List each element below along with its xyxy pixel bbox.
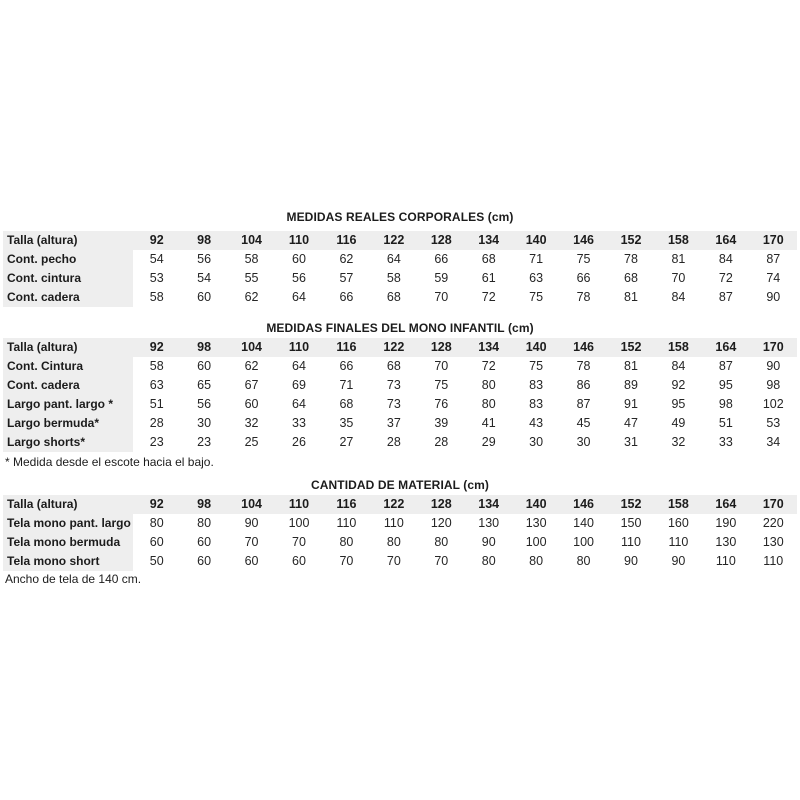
value-cell: 67	[244, 378, 259, 392]
size-header-value-cell: 92	[133, 338, 180, 357]
value-cell: 86	[576, 378, 591, 392]
size-header-value-cell: 128	[418, 495, 465, 514]
value-cell: 110	[668, 535, 689, 549]
size-header-value-cell: 110	[275, 231, 322, 250]
value-cell: 110	[621, 535, 641, 549]
size-header-value-cell: 128	[418, 231, 465, 250]
value-cell: 56	[197, 397, 212, 411]
value-cell: 53	[149, 271, 164, 285]
table-title-medidas-finales: MEDIDAS FINALES DEL MONO INFANTIL (cm)	[266, 321, 534, 335]
value-cell: 60	[197, 535, 212, 549]
value-cell: 41	[481, 416, 496, 430]
value-cell: 51	[149, 397, 164, 411]
value-cell: 220	[762, 516, 784, 530]
value-cell: 34	[766, 435, 781, 449]
row-label-cell: Tela mono bermuda	[3, 533, 133, 552]
value-cell: 81	[624, 359, 638, 373]
value-cell: 60	[292, 252, 306, 266]
value-cell: 160	[667, 516, 689, 530]
size-header-value-cell: 146	[560, 231, 607, 250]
size-header-label-cell: Talla (altura)	[3, 495, 133, 514]
size-header-value-cell: 104	[228, 338, 275, 357]
value-cell: 71	[529, 252, 544, 266]
value-cell: 130	[478, 516, 500, 530]
value-cell: 90	[766, 290, 781, 304]
size-header-value-cell: 164	[702, 495, 749, 514]
value-cell: 64	[292, 290, 306, 304]
value-cell: 66	[339, 290, 354, 304]
value-cell: 75	[529, 290, 544, 304]
size-header-value-cell: 116	[323, 231, 370, 250]
value-cell: 66	[576, 271, 591, 285]
value-cell: 80	[197, 516, 212, 530]
value-cell: 110	[715, 554, 736, 568]
value-cell: 100	[288, 516, 310, 530]
size-header-value-cell: 98	[180, 495, 227, 514]
value-cell: 150	[620, 516, 642, 530]
value-cell: 30	[529, 435, 544, 449]
value-cell: 63	[529, 271, 544, 285]
size-header-value-cell: 158	[655, 495, 702, 514]
value-cell: 73	[386, 378, 401, 392]
size-header-value-cell: 134	[465, 231, 512, 250]
value-cell: 68	[339, 397, 354, 411]
value-cell: 30	[576, 435, 591, 449]
value-cell: 59	[434, 271, 449, 285]
table-medidas-finales-mono-infantil	[3, 338, 797, 452]
value-cell: 72	[481, 359, 496, 373]
size-header-value-cell: 122	[370, 338, 417, 357]
value-cell: 71	[339, 378, 354, 392]
size-header-value-cell: 146	[560, 495, 607, 514]
size-header-value-cell: 140	[512, 338, 559, 357]
value-cell: 78	[624, 252, 638, 266]
value-cell: 64	[292, 397, 306, 411]
value-cell: 32	[244, 416, 259, 430]
value-cell: 83	[529, 397, 544, 411]
value-cell: 95	[671, 397, 686, 411]
size-header-value-cell: 110	[275, 338, 322, 357]
row-label-cell: Largo pant. largo *	[3, 395, 133, 414]
size-header-value-cell: 140	[512, 495, 559, 514]
value-cell: 80	[386, 535, 401, 549]
value-cell: 62	[244, 359, 259, 373]
row-label-cell: Largo bermuda*	[3, 414, 133, 433]
row-label-cell: Largo shorts*	[3, 433, 133, 452]
value-cell: 80	[434, 535, 449, 549]
value-cell: 76	[434, 397, 449, 411]
value-cell: 72	[481, 290, 496, 304]
value-cell: 110	[336, 516, 357, 530]
value-cell: 81	[624, 290, 638, 304]
size-header-value-cell: 152	[607, 495, 654, 514]
size-header-value-cell: 116	[323, 338, 370, 357]
value-cell: 54	[149, 252, 164, 266]
row-label-cell: Cont. cadera	[3, 288, 133, 307]
size-header-label-cell: Talla (altura)	[3, 338, 133, 357]
value-cell: 51	[718, 416, 733, 430]
value-cell: 100	[573, 535, 594, 549]
value-cell: 70	[386, 554, 401, 568]
value-cell: 102	[762, 397, 784, 411]
value-cell: 83	[529, 378, 544, 392]
size-header-value-cell: 164	[702, 231, 749, 250]
value-cell: 98	[766, 378, 781, 392]
size-header-value-cell: 98	[180, 338, 227, 357]
value-cell: 70	[244, 535, 259, 549]
value-cell: 80	[481, 378, 496, 392]
row-label-cell: Cont. pecho	[3, 250, 133, 269]
value-cell: 75	[434, 378, 449, 392]
value-cell: 64	[292, 359, 306, 373]
value-cell: 47	[624, 416, 638, 430]
value-cell: 62	[339, 252, 354, 266]
row-label-cell: Cont. cadera	[3, 376, 133, 395]
value-cell: 91	[624, 397, 638, 411]
value-cell: 33	[718, 435, 733, 449]
value-cell: 68	[481, 252, 496, 266]
size-header-value-cell: 110	[275, 495, 322, 514]
value-cell: 28	[434, 435, 449, 449]
value-cell: 23	[149, 435, 164, 449]
value-cell: 58	[244, 252, 259, 266]
value-cell: 130	[715, 535, 737, 549]
size-header-label-cell: Talla (altura)	[3, 231, 133, 250]
value-cell: 95	[718, 378, 733, 392]
value-cell: 60	[244, 397, 259, 411]
size-header-value-cell: 134	[465, 338, 512, 357]
value-cell: 80	[481, 397, 496, 411]
value-cell: 72	[718, 271, 733, 285]
value-cell: 45	[576, 416, 591, 430]
value-cell: 75	[576, 252, 591, 266]
value-cell: 120	[430, 516, 452, 530]
value-cell: 84	[671, 290, 686, 304]
value-cell: 56	[292, 271, 306, 285]
value-cell: 98	[718, 397, 733, 411]
size-header-value-cell: 122	[370, 495, 417, 514]
value-cell: 68	[386, 359, 401, 373]
value-cell: 130	[762, 535, 784, 549]
value-cell: 81	[671, 252, 686, 266]
value-cell: 23	[197, 435, 212, 449]
value-cell: 66	[434, 252, 449, 266]
value-cell: 70	[292, 535, 306, 549]
size-header-value-cell: 104	[228, 231, 275, 250]
row-label-cell: Cont. Cintura	[3, 357, 133, 376]
value-cell: 31	[624, 435, 638, 449]
value-cell: 39	[434, 416, 449, 430]
value-cell: 78	[576, 290, 591, 304]
value-cell: 43	[529, 416, 544, 430]
value-cell: 63	[149, 378, 164, 392]
value-cell: 87	[718, 290, 733, 304]
value-cell: 56	[197, 252, 212, 266]
value-cell: 60	[149, 535, 164, 549]
value-cell: 80	[576, 554, 591, 568]
size-header-value-cell: 134	[465, 495, 512, 514]
value-cell: 33	[292, 416, 306, 430]
table-medidas-reales-corporales	[3, 231, 797, 307]
size-header-value-cell: 116	[323, 495, 370, 514]
value-cell: 61	[481, 271, 496, 285]
value-cell: 68	[386, 290, 401, 304]
value-cell: 35	[339, 416, 354, 430]
size-header-value-cell: 104	[228, 495, 275, 514]
value-cell: 60	[244, 554, 259, 568]
value-cell: 70	[434, 290, 449, 304]
value-cell: 27	[339, 435, 354, 449]
size-header-value-cell: 158	[655, 231, 702, 250]
value-cell: 70	[339, 554, 354, 568]
value-cell: 28	[386, 435, 401, 449]
value-cell: 100	[525, 535, 547, 549]
value-cell: 37	[386, 416, 401, 430]
size-header-value-cell: 92	[133, 231, 180, 250]
value-cell: 89	[624, 378, 638, 392]
value-cell: 78	[576, 359, 591, 373]
value-cell: 58	[386, 271, 401, 285]
footnote-medida-escote: * Medida desde el escote hacia el bajo.	[5, 455, 214, 469]
size-header-value-cell: 92	[133, 495, 180, 514]
value-cell: 74	[766, 271, 781, 285]
size-header-value-cell: 158	[655, 338, 702, 357]
size-header-value-cell: 170	[750, 338, 797, 357]
value-cell: 110	[383, 516, 404, 530]
value-cell: 58	[149, 359, 164, 373]
value-cell: 87	[766, 252, 781, 266]
size-header-value-cell: 152	[607, 231, 654, 250]
table-title-medidas-reales: MEDIDAS REALES CORPORALES (cm)	[286, 210, 514, 224]
row-label-cell: Cont. cintura	[3, 269, 133, 288]
value-cell: 50	[149, 554, 164, 568]
value-cell: 110	[763, 554, 784, 568]
value-cell: 90	[624, 554, 638, 568]
value-cell: 60	[197, 290, 212, 304]
table-cantidad-material	[3, 495, 797, 571]
row-label-cell: Tela mono pant. largo	[3, 514, 133, 533]
value-cell: 60	[197, 554, 212, 568]
value-cell: 60	[292, 554, 306, 568]
footnote-ancho-tela: Ancho de tela de 140 cm.	[5, 572, 142, 586]
value-cell: 90	[671, 554, 686, 568]
value-cell: 80	[339, 535, 354, 549]
value-cell: 87	[576, 397, 591, 411]
value-cell: 75	[529, 359, 544, 373]
value-cell: 53	[766, 416, 781, 430]
size-header-value-cell: 146	[560, 338, 607, 357]
value-cell: 54	[197, 271, 212, 285]
value-cell: 80	[149, 516, 164, 530]
value-cell: 84	[718, 252, 733, 266]
value-cell: 80	[481, 554, 496, 568]
value-cell: 60	[197, 359, 212, 373]
value-cell: 64	[386, 252, 401, 266]
value-cell: 66	[339, 359, 354, 373]
value-cell: 69	[292, 378, 306, 392]
value-cell: 70	[671, 271, 686, 285]
table-title-cantidad-material: CANTIDAD DE MATERIAL (cm)	[310, 478, 490, 492]
value-cell: 25	[244, 435, 259, 449]
row-label-cell: Tela mono short	[3, 552, 133, 571]
value-cell: 32	[671, 435, 686, 449]
value-cell: 58	[149, 290, 164, 304]
value-cell: 49	[671, 416, 686, 430]
size-header-value-cell: 98	[180, 231, 227, 250]
value-cell: 130	[525, 516, 547, 530]
value-cell: 62	[244, 290, 259, 304]
size-header-value-cell: 140	[512, 231, 559, 250]
value-cell: 90	[481, 535, 496, 549]
value-cell: 29	[481, 435, 496, 449]
value-cell: 90	[766, 359, 781, 373]
value-cell: 140	[573, 516, 594, 530]
value-cell: 190	[715, 516, 737, 530]
size-header-value-cell: 170	[750, 495, 797, 514]
value-cell: 84	[671, 359, 686, 373]
value-cell: 92	[671, 378, 686, 392]
value-cell: 26	[292, 435, 306, 449]
size-header-value-cell: 170	[750, 231, 797, 250]
size-header-value-cell: 164	[702, 338, 749, 357]
value-cell: 55	[244, 271, 259, 285]
value-cell: 57	[339, 271, 354, 285]
size-header-value-cell: 122	[370, 231, 417, 250]
value-cell: 73	[386, 397, 401, 411]
value-cell: 30	[197, 416, 212, 430]
value-cell: 70	[434, 359, 449, 373]
value-cell: 80	[529, 554, 544, 568]
value-cell: 65	[197, 378, 212, 392]
value-cell: 90	[244, 516, 259, 530]
size-header-value-cell: 152	[607, 338, 654, 357]
value-cell: 87	[718, 359, 733, 373]
size-header-value-cell: 128	[418, 338, 465, 357]
value-cell: 68	[624, 271, 638, 285]
value-cell: 70	[434, 554, 449, 568]
value-cell: 28	[149, 416, 164, 430]
